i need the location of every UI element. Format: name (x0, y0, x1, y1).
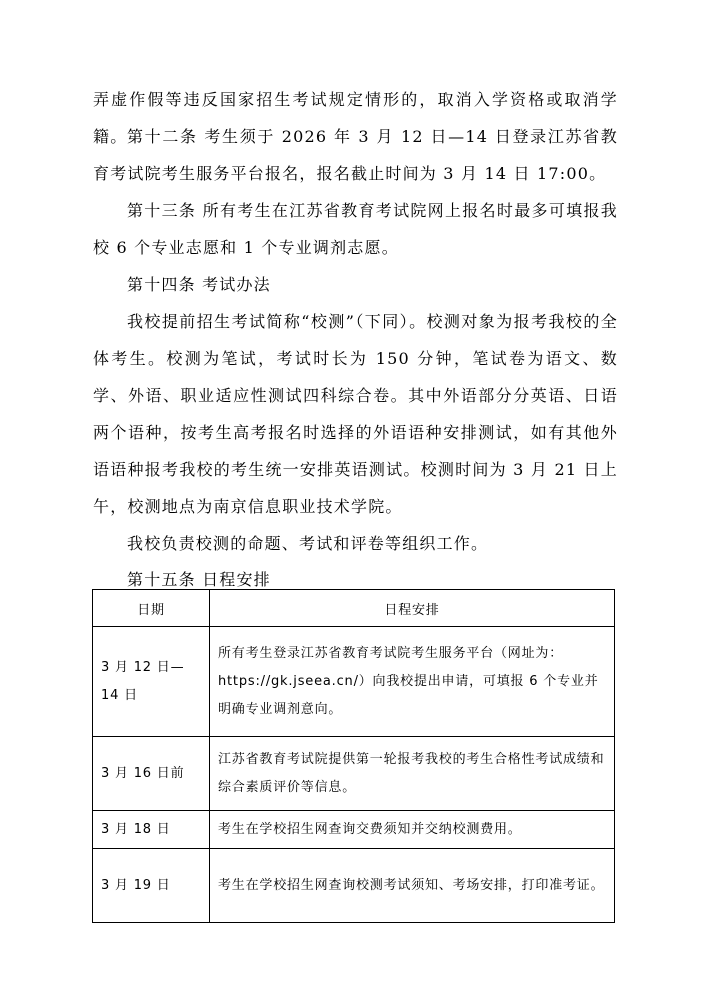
article-14-heading: 第十四条 考试办法 (127, 275, 271, 294)
table-row (93, 811, 615, 849)
table-row (93, 849, 615, 923)
row-date: 3 月 18 日 (93, 811, 210, 849)
header-plan: 日程安排 (210, 590, 615, 627)
schedule-table (92, 589, 615, 923)
row-date: 3 月 16 日前 (93, 737, 210, 811)
article-14-organization: 我校负责校测的命题、考试和评卷等组织工作。 (127, 534, 489, 553)
table-row (93, 627, 615, 737)
article-15-heading: 第十五条 日程安排 (127, 570, 271, 589)
row-plan: 考生在学校招生网查询校测考试须知、考场安排，打印准考证。 (210, 849, 615, 923)
table-header-row (93, 590, 615, 627)
row-date: 3 月 19 日 (93, 849, 210, 923)
paragraph-continued: 弄虚作假等违反国家招生考试规定情形的，取消入学资格或取消学籍。 (93, 90, 618, 146)
article-14-body: 我校提前招生考试简称“校测”（下同）。校测对象为报考我校的全体考生。校测为笔试，考试时长为 150 分钟，笔试卷为语文、数学、外语、职业适应性测试四科综合卷。其中外语部分分英语、日语两个语种，按考生高考报名时选择的外语语种安排测试，如有其他外语语种报考我校的考生统一安排英语测试。校测时间为 3 月 21 日上午，校测地点为南京信息职业技术学院。 (93, 312, 618, 516)
row-date: 3 月 12 日—14 日 (93, 627, 210, 737)
article-13: 第十三条 所有考生在江苏省教育考试院网上报名时最多可填报我校 6 个专业志愿和 1 个专业调剂志愿。 (93, 201, 618, 257)
row-plan: 考生在学校招生网查询交费须知并交纳校测费用。 (210, 811, 615, 849)
table-row (93, 737, 615, 811)
article-12: 第十二条 考生须于 2026 年 3 月 12 日—14 日登录江苏省教育考试院考生服务平台报名，报名截止时间为 3 月 14 日 17:00。 (93, 127, 618, 183)
row-plan: 江苏省教育考试院提供第一轮报考我校的考生合格性考试成绩和综合素质评价等信息。 (210, 737, 615, 811)
header-date: 日期 (93, 590, 210, 627)
row-plan: 所有考生登录江苏省教育考试院考生服务平台（网址为：https://gk.jseea.cn/）向我校提出申请，可填报 6 个专业并明确专业调剂意向。 (210, 627, 615, 737)
